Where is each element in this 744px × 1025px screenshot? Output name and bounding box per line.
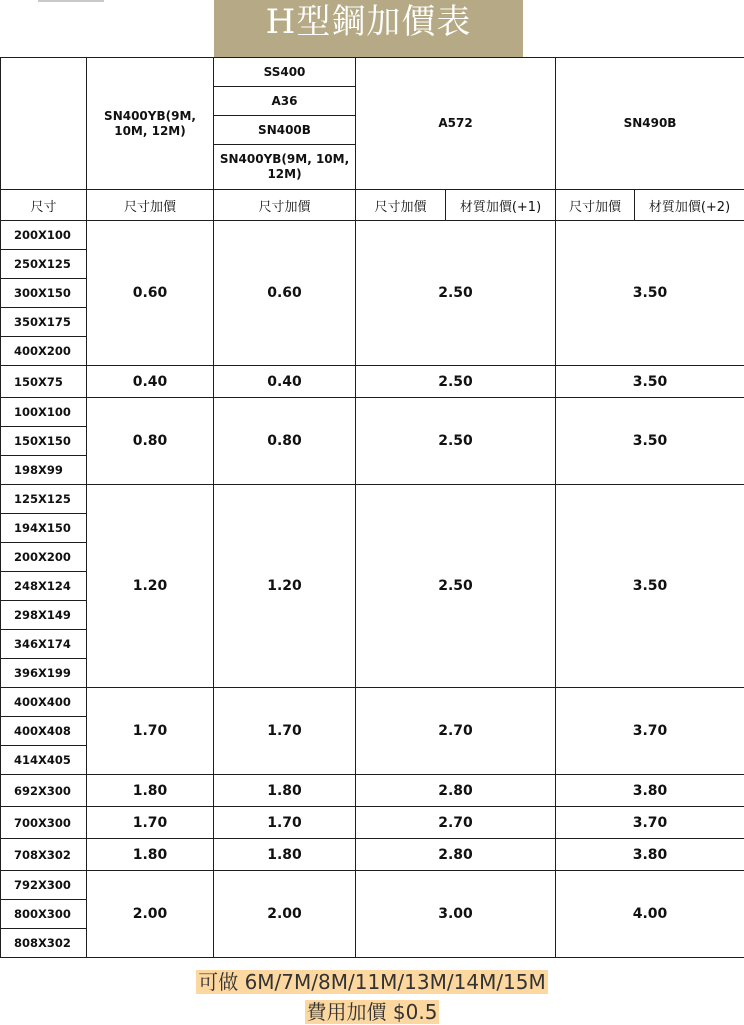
footer-fee-text: 費用加價 $0.5: [305, 1000, 440, 1024]
size-cell: 150X150: [1, 427, 87, 456]
grade-group-value-cell: 0.60: [214, 221, 356, 366]
a572-value-cell: 2.50: [356, 221, 556, 366]
grade-group-value-cell: 1.80: [214, 839, 356, 871]
size-cell: 248X124: [1, 572, 87, 601]
footer-lengths: [0, 966, 744, 995]
size-cell: 400X200: [1, 337, 87, 366]
sn490b-value-cell: 3.50: [556, 485, 744, 688]
footer-lengths-text: 可做 6M/7M/8M/11M/13M/14M/15M: [196, 970, 548, 994]
header-grade-a36: A36: [214, 87, 356, 116]
grade-group-value-cell: 2.00: [214, 871, 356, 958]
subheader-size: 尺寸: [1, 190, 87, 221]
a572-value-cell: 2.50: [356, 485, 556, 688]
size-cell: 100X100: [1, 398, 87, 427]
header-grade-ss400: SS400: [214, 58, 356, 87]
a572-value-cell: 2.80: [356, 839, 556, 871]
size-cell: 400X400: [1, 688, 87, 717]
size-cell: 350X175: [1, 308, 87, 337]
table-row: [1, 485, 744, 514]
price-table: [0, 57, 744, 958]
sn400yb-value-cell: 1.80: [87, 775, 214, 807]
size-cell: 346X174: [1, 630, 87, 659]
a572-value-cell: 3.00: [356, 871, 556, 958]
a572-value-cell: 2.80: [356, 775, 556, 807]
size-cell: 150X75: [1, 366, 87, 398]
subheader-material-add-1: 材質加價(+1): [446, 190, 556, 221]
header-a572: A572: [356, 58, 556, 190]
sn490b-value-cell: 3.80: [556, 775, 744, 807]
grade-group-value-cell: 1.80: [214, 775, 356, 807]
table-row: [1, 807, 744, 839]
a572-value-cell: 2.50: [356, 398, 556, 485]
size-cell: 300X150: [1, 279, 87, 308]
size-cell: 194X150: [1, 514, 87, 543]
size-cell: 792X300: [1, 871, 87, 900]
size-cell: 808X302: [1, 929, 87, 958]
sn490b-value-cell: 3.70: [556, 688, 744, 775]
sn400yb-value-cell: 2.00: [87, 871, 214, 958]
sn490b-value-cell: 4.00: [556, 871, 744, 958]
grade-group-value-cell: 0.40: [214, 366, 356, 398]
table-row: [1, 221, 744, 250]
grade-group-value-cell: 1.70: [214, 688, 356, 775]
subheader-size-add-1: 尺寸加價: [87, 190, 214, 221]
sn400yb-value-cell: 0.40: [87, 366, 214, 398]
subheader-size-add-4: 尺寸加價: [556, 190, 635, 221]
size-cell: 200X100: [1, 221, 87, 250]
sn400yb-value-cell: 1.80: [87, 839, 214, 871]
sn490b-value-cell: 3.50: [556, 366, 744, 398]
subheader-size-add-3: 尺寸加價: [356, 190, 446, 221]
size-cell: 414X405: [1, 746, 87, 775]
size-cell: 250X125: [1, 250, 87, 279]
size-cell: 198X99: [1, 456, 87, 485]
size-cell: 708X302: [1, 839, 87, 871]
subheader-material-add-2: 材質加價(+2): [635, 190, 744, 221]
a572-value-cell: 2.50: [356, 366, 556, 398]
table-row: [1, 688, 744, 717]
header-sn490b: SN490B: [556, 58, 744, 190]
header-grade-sn400b: SN400B: [214, 116, 356, 145]
size-cell: 396X199: [1, 659, 87, 688]
table-row: [1, 366, 744, 398]
page-title: H型鋼加價表: [214, 0, 523, 43]
grade-group-value-cell: 0.80: [214, 398, 356, 485]
sn490b-value-cell: 3.70: [556, 807, 744, 839]
title-banner: [214, 0, 523, 57]
grade-group-value-cell: 1.70: [214, 807, 356, 839]
sn490b-value-cell: 3.80: [556, 839, 744, 871]
grade-group-value-cell: 1.20: [214, 485, 356, 688]
header-sn400yb: SN400YB(9M, 10M, 12M): [87, 58, 214, 190]
size-cell: 200X200: [1, 543, 87, 572]
table-row: [1, 871, 744, 900]
sn400yb-value-cell: 1.20: [87, 485, 214, 688]
size-cell: 298X149: [1, 601, 87, 630]
table-row: [1, 839, 744, 871]
size-cell: 692X300: [1, 775, 87, 807]
a572-value-cell: 2.70: [356, 807, 556, 839]
a572-value-cell: 2.70: [356, 688, 556, 775]
header-blank-cell: [1, 58, 87, 190]
footer-fee: [0, 996, 744, 1025]
sn400yb-value-cell: 0.60: [87, 221, 214, 366]
size-cell: 400X408: [1, 717, 87, 746]
sn490b-value-cell: 3.50: [556, 398, 744, 485]
top-corner-mark: [38, 0, 104, 2]
table-row: [1, 398, 744, 427]
sn400yb-value-cell: 1.70: [87, 688, 214, 775]
header-grade-sn400yb: SN400YB(9M, 10M, 12M): [214, 145, 356, 190]
subheader-size-add-2: 尺寸加價: [214, 190, 356, 221]
sn400yb-value-cell: 1.70: [87, 807, 214, 839]
size-cell: 800X300: [1, 900, 87, 929]
sn400yb-value-cell: 0.80: [87, 398, 214, 485]
size-cell: 125X125: [1, 485, 87, 514]
size-cell: 700X300: [1, 807, 87, 839]
table-row: [1, 775, 744, 807]
sn490b-value-cell: 3.50: [556, 221, 744, 366]
